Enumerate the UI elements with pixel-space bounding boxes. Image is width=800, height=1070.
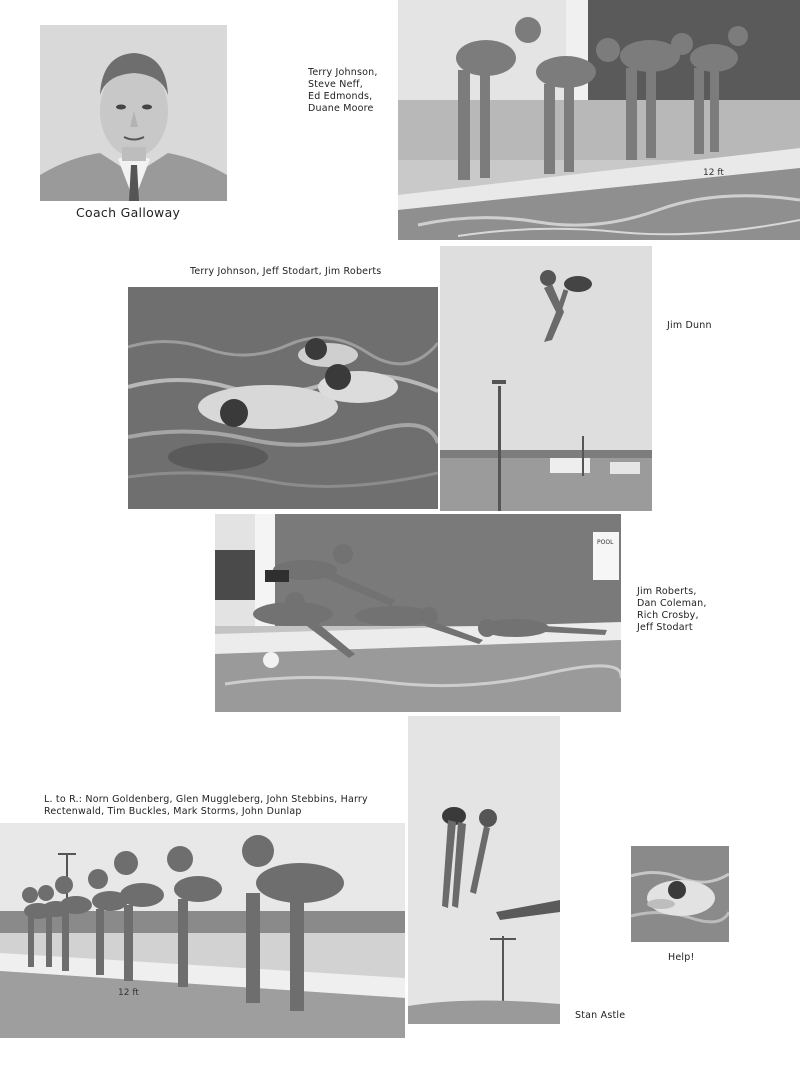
caption-line: Terry Johnson, xyxy=(308,67,378,78)
jim-dunn-dive-photo xyxy=(440,246,652,511)
relay-dive-photo xyxy=(215,514,621,712)
pool-depth-marking: 12 ft xyxy=(118,988,139,998)
caption-line: Jeff Stodart xyxy=(637,622,693,633)
caption-line: Dan Coleman, xyxy=(637,598,707,609)
pool-depth-marking: 12 ft xyxy=(703,168,724,178)
pool-sign-text: POOL xyxy=(597,539,614,546)
stan-astle-dive-photo xyxy=(408,716,560,1024)
lineup-photo xyxy=(0,823,405,1038)
water-race-caption: Terry Johnson, Jeff Stodart, Jim Roberts xyxy=(190,266,382,277)
jim-dunn-caption: Jim Dunn xyxy=(667,320,712,331)
water-race-photo xyxy=(128,287,438,509)
relay-dive-caption xyxy=(637,586,707,634)
caption-line: Jim Roberts, xyxy=(637,586,697,597)
help-swimmer-photo xyxy=(631,846,729,942)
lineup-caption xyxy=(44,794,368,818)
start-group-photo xyxy=(398,0,800,240)
caption-line: Rectenwald, Tim Buckles, Mark Storms, John Dunlap xyxy=(44,806,302,817)
caption-line: Ed Edmonds, xyxy=(308,91,373,102)
start-group-caption xyxy=(308,67,378,115)
coach-portrait-photo xyxy=(40,25,227,201)
caption-line: Duane Moore xyxy=(308,103,374,114)
caption-line: L. to R.: Norn Goldenberg, Glen Muggleberg, John Stebbins, Harry xyxy=(44,794,368,805)
caption-line: Rich Crosby, xyxy=(637,610,699,621)
caption-line: Steve Neff, xyxy=(308,79,363,90)
coach-caption: Coach Galloway xyxy=(76,205,181,220)
help-caption: Help! xyxy=(668,952,695,963)
stan-astle-caption: Stan Astle xyxy=(575,1010,626,1021)
